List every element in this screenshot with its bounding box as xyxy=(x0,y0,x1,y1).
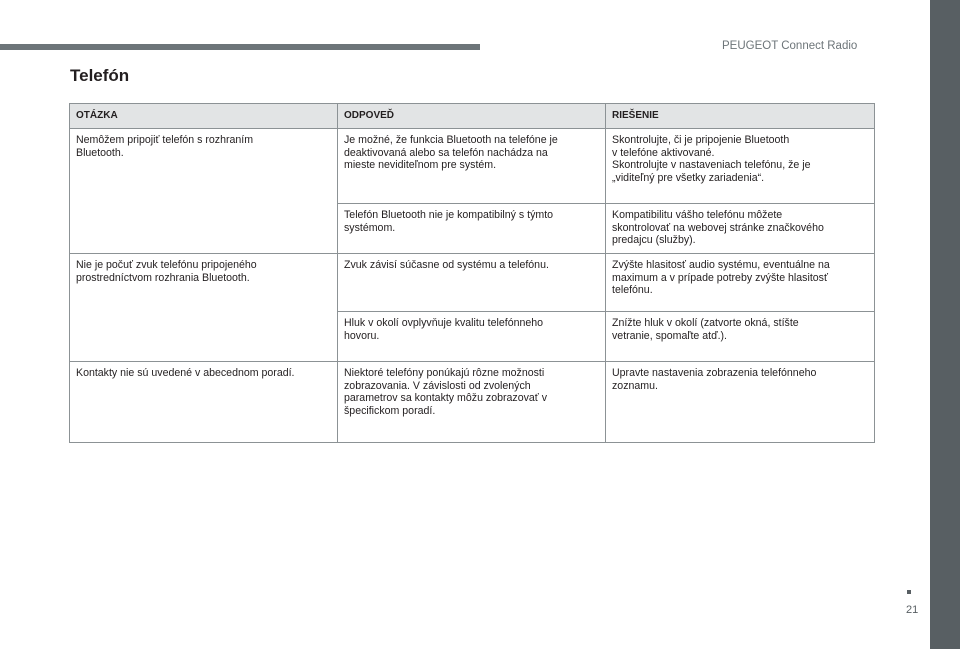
question-cell xyxy=(70,312,338,362)
answer-cell: Niektoré telefóny ponúkajú rôzne možnosti zobrazovania. V závislosti od zvolených parametrov sa kontakty môžu zobrazovať v špecifickom poradí. xyxy=(338,362,606,443)
page-number: 21 xyxy=(906,604,919,616)
solution-cell: Upravte nastavenia zobrazenia telefónneho zoznamu. xyxy=(606,362,875,443)
column-header-answer: ODPOVEĎ xyxy=(338,104,606,129)
page-marker xyxy=(907,590,911,594)
side-strip xyxy=(930,0,960,649)
page-title: Telefón xyxy=(70,66,130,85)
table-row xyxy=(70,362,875,443)
table-row xyxy=(70,312,875,362)
table-row xyxy=(70,204,875,254)
solution-cell: Kompatibilitu vášho telefónu môžete skontrolovať na webovej stránke značkového predajcu (služby). xyxy=(606,204,875,254)
column-header-question: OTÁZKA xyxy=(70,104,338,129)
solution-cell: Skontrolujte, či je pripojenie Bluetooth v telefóne aktivované. Skontrolujte v nastaveniach telefónu, že je „viditeľný pre všetky zariadenia“. xyxy=(606,129,875,204)
header-bar xyxy=(0,44,480,50)
answer-cell: Hluk v okolí ovplyvňuje kvalitu telefónneho hovoru. xyxy=(338,312,606,362)
table-row xyxy=(70,129,875,204)
manual-title: PEUGEOT Connect Radio xyxy=(722,40,858,52)
question-cell: Nemôžem pripojiť telefón s rozhraním Bluetooth. xyxy=(70,129,338,204)
question-cell: Nie je počuť zvuk telefónu pripojeného prostredníctvom rozhrania Bluetooth. xyxy=(70,254,338,312)
solution-cell: Znížte hluk v okolí (zatvorte okná, stíšte vetranie, spomaľte atď.). xyxy=(606,312,875,362)
answer-cell: Je možné, že funkcia Bluetooth na telefóne je deaktivovaná alebo sa telefón nachádza na mieste neviditeľnom pre systém. xyxy=(338,129,606,204)
question-cell xyxy=(70,204,338,254)
table-row xyxy=(70,254,875,312)
faq-table xyxy=(69,103,875,443)
question-cell: Kontakty nie sú uvedené v abecednom poradí. xyxy=(70,362,338,443)
solution-cell: Zvýšte hlasitosť audio systému, eventuálne na maximum a v prípade potreby zvýšte hlasitosť telefónu. xyxy=(606,254,875,312)
table-header-row xyxy=(70,104,875,129)
answer-cell: Telefón Bluetooth nie je kompatibilný s týmto systémom. xyxy=(338,204,606,254)
column-header-solution: RIEŠENIE xyxy=(606,104,875,129)
answer-cell: Zvuk závisí súčasne od systému a telefónu. xyxy=(338,254,606,312)
